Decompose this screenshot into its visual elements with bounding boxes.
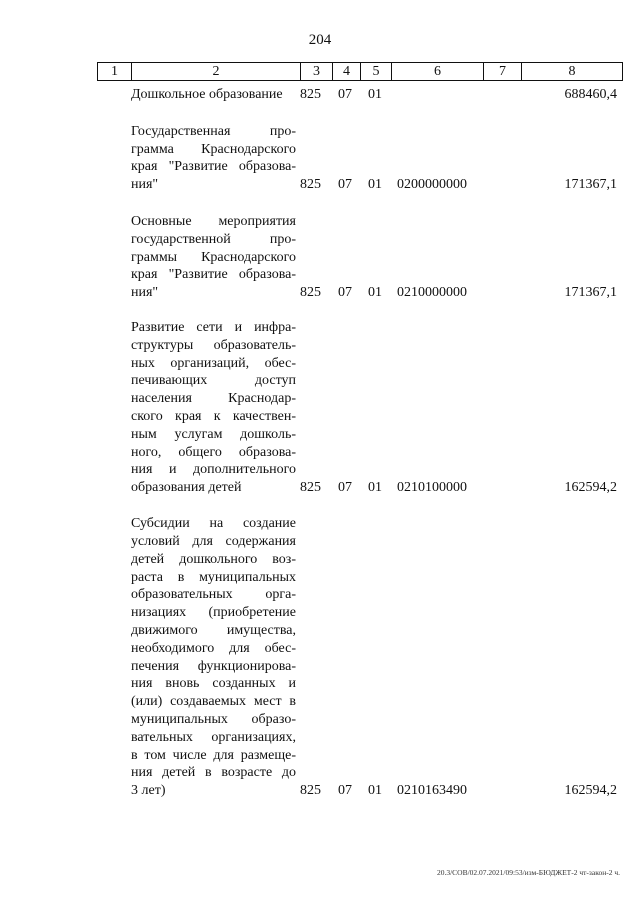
column-header-row [97, 62, 623, 81]
description-line: печивающих доступ [131, 373, 296, 389]
description-line: муниципальных образо- [131, 712, 296, 728]
description-line: ния" [131, 177, 159, 193]
row-description [131, 319, 296, 497]
row-description [131, 123, 296, 194]
description-line: ского края к качествен- [131, 409, 296, 425]
cell-section: 07 [338, 480, 352, 496]
row-description [131, 86, 296, 104]
description-line: вательных организациях, [131, 729, 296, 745]
header-cell-3: 3 [301, 63, 333, 80]
header-cell-8: 8 [568, 63, 576, 79]
description-line: в том числе для размеще- [131, 747, 296, 763]
description-line: образования детей [131, 480, 242, 496]
cell-subsection: 01 [368, 87, 382, 103]
cell-amount: 171367,1 [564, 177, 617, 193]
description-line: образовательных орга- [131, 587, 296, 603]
description-line: ного, общего образова- [131, 444, 296, 460]
footer-document-code: 20.3/СОВ/02.07.2021/09:53/изм-БЮДЖЕТ-2 чт-закон-2 ч. [436, 868, 620, 877]
description-line: детей дошкольного воз- [131, 551, 296, 567]
cell-ministry-code: 825 [300, 87, 321, 103]
description-line: 3 лет) [131, 783, 166, 799]
description-line: края "Развитие образова- [131, 159, 296, 175]
description-line: низациях (приобретение [131, 605, 296, 621]
description-line: ным услугам дошколь- [131, 426, 296, 442]
header-cell-5: 5 [361, 63, 392, 80]
cell-amount: 162594,2 [564, 480, 617, 496]
description-line: Дошкольное образование [131, 87, 283, 103]
description-line: грамма Краснодарского [131, 141, 296, 157]
cell-target-article: 0210100000 [397, 480, 467, 496]
header-cell-2: 2 [132, 63, 301, 80]
cell-ministry-code: 825 [300, 285, 321, 301]
cell-section: 07 [338, 783, 352, 799]
description-line: движимого имущества, [131, 623, 296, 639]
header-cell-7: 7 [484, 63, 522, 80]
table-row [0, 86, 640, 104]
cell-ministry-code: 825 [300, 480, 321, 496]
cell-subsection: 01 [368, 480, 382, 496]
description-line: граммы Краснодарского [131, 249, 296, 265]
cell-section: 07 [338, 285, 352, 301]
description-line: ных организаций, обес- [131, 355, 296, 371]
row-description [131, 213, 296, 302]
header-cell-4: 4 [333, 63, 361, 80]
table-row [0, 319, 640, 497]
description-line: государственной про- [131, 231, 296, 247]
description-line: населения Краснодар- [131, 391, 296, 407]
description-line: Субсидии на создание [131, 516, 296, 532]
description-line: печения функционирова- [131, 658, 296, 674]
cell-section: 07 [338, 87, 352, 103]
cell-section: 07 [338, 177, 352, 193]
cell-subsection: 01 [368, 783, 382, 799]
cell-subsection: 01 [368, 177, 382, 193]
description-line: ния вновь созданных и [131, 676, 296, 692]
cell-amount: 171367,1 [564, 285, 617, 301]
cell-target-article: 0210163490 [397, 783, 467, 799]
description-line: ния" [131, 285, 159, 301]
cell-amount: 162594,2 [564, 783, 617, 799]
table-row [0, 515, 640, 800]
table-row [0, 122, 640, 194]
description-line: Основные мероприятия [131, 214, 296, 230]
table-row [0, 213, 640, 302]
page-number: 204 [308, 32, 332, 48]
cell-amount: 688460,4 [564, 87, 617, 103]
description-line: (или) создаваемых мест в [131, 694, 296, 710]
description-line: структуры образователь- [131, 337, 296, 353]
description-line: необходимого для обес- [131, 640, 296, 656]
description-line: края "Развитие образова- [131, 267, 296, 283]
description-line: раста в муниципальных [131, 569, 296, 585]
cell-target-article: 0210000000 [397, 285, 467, 301]
description-line: ния детей в возрасте до [131, 765, 296, 781]
cell-ministry-code: 825 [300, 783, 321, 799]
description-line: Государственная про- [131, 123, 296, 139]
cell-ministry-code: 825 [300, 177, 321, 193]
header-cell-1: 1 [98, 63, 132, 80]
header-cell-6: 6 [392, 63, 484, 80]
description-line: ния и дополнительного [131, 462, 296, 478]
cell-subsection: 01 [368, 285, 382, 301]
description-line: условий для содержания [131, 534, 296, 550]
cell-target-article: 0200000000 [397, 177, 467, 193]
description-line: Развитие сети и инфра- [131, 320, 296, 336]
row-description [131, 515, 296, 800]
